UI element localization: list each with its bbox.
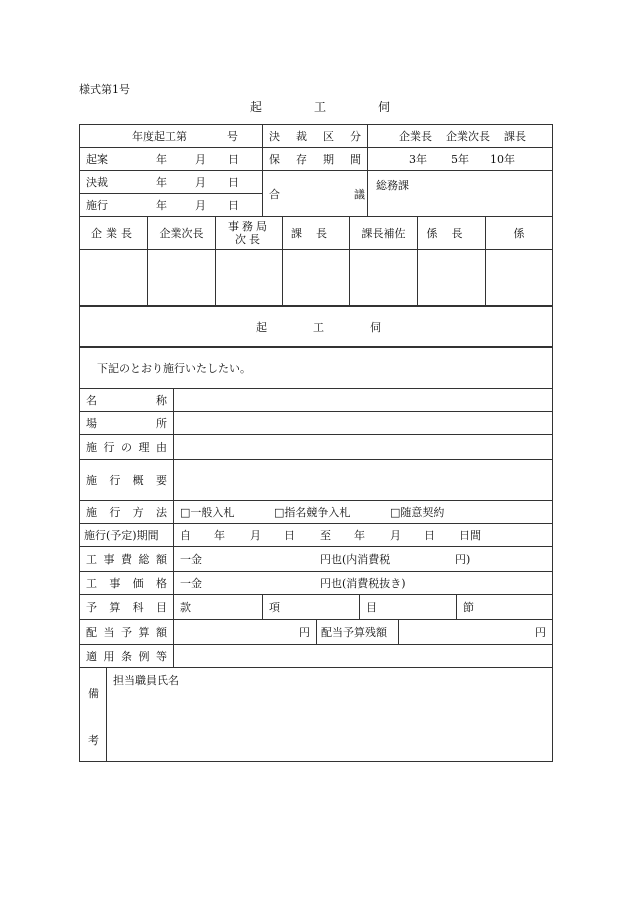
approver-header: 企業次長 [147,216,216,250]
approver-header: 係 [485,216,553,250]
retention-options[interactable]: 3年 5年 10年 [367,147,553,171]
budget-kou[interactable]: 項 [262,594,360,620]
section-title: 起 工 伺 [79,306,553,348]
stamp-box[interactable] [485,249,553,307]
retention-label: 保 存 期 間 [262,147,368,171]
location-label: 場 所 [79,411,174,435]
stamp-box[interactable] [417,249,486,307]
summary-label: 施 行 概 要 [79,459,174,501]
approver-header: 課長補佐 [349,216,418,250]
remaining-budget-label: 配当予算残額 [316,619,399,645]
construction-price-field[interactable]: 一金 円也(消費税抜き) [173,571,553,595]
name-label: 名 称 [79,388,174,412]
location-field[interactable] [173,411,553,435]
option-negotiated[interactable]: □随意契約 [390,506,445,519]
option-designated-bid[interactable]: □指名競争入札 [274,506,351,519]
approver-header: 係長 [417,216,486,250]
remarks-label: 備 考 [79,667,107,762]
allocated-budget-label: 配 当 予 算 額 [79,619,174,645]
decided-date[interactable]: 決裁 年 月 日 [79,170,263,194]
reason-label: 施 行 の 理 由 [79,434,174,460]
decision-category-label: 決 裁 区 分 [262,124,368,148]
drafted-date[interactable]: 起案 年 月 日 [79,147,263,171]
budget-kan[interactable]: 款 [173,594,263,620]
construction-price-label: 工 事 価 格 [79,571,174,595]
applicable-rules-field[interactable] [173,644,553,668]
name-field[interactable] [173,388,553,412]
total-cost-label: 工 事 費 総 額 [79,546,174,572]
stamp-box[interactable] [79,249,148,307]
budget-item-label: 予 算 科 目 [79,594,174,620]
decision-options[interactable]: 企業長 企業次長 課長 [367,124,553,148]
intro-text: 下記のとおり施行いたしたい。 [79,347,553,389]
executed-date[interactable]: 施行 年 月 日 [79,193,263,217]
stamp-box[interactable] [215,249,283,307]
approver-header: 事務局次長 [215,216,283,250]
general-affairs-cell[interactable]: 総務課 [367,170,553,217]
reason-field[interactable] [173,434,553,460]
budget-moku[interactable]: 目 [359,594,457,620]
period-label: 施行(予定)期間 [79,523,174,547]
page-title: 起 工 伺 [250,100,390,114]
approver-header: 企業長 [79,216,148,250]
stamp-box[interactable] [349,249,418,307]
budget-setsu[interactable]: 節 [456,594,553,620]
applicable-rules-label: 適 用 条 例 等 [79,644,174,668]
allocated-budget-field[interactable]: 円 [173,619,317,645]
option-general-bid[interactable]: □一般入札 [180,506,235,519]
remarks-field[interactable]: 担当職員氏名 [106,667,553,762]
total-cost-field[interactable]: 一金 円也(内消費税 円) [173,546,553,572]
stamp-box[interactable] [147,249,216,307]
period-field[interactable]: 自 年 月 日 至 年 月 日 日間 [173,523,553,547]
year-number-cell[interactable]: 年度起工第 号 [79,124,263,148]
approver-header: 課長 [282,216,350,250]
summary-field[interactable] [173,459,553,501]
method-options[interactable] [173,500,553,524]
stamp-box[interactable] [282,249,350,307]
remaining-budget-field[interactable]: 円 [398,619,553,645]
consultation-label: 合 議 [262,170,368,217]
method-label: 施 行 方 法 [79,500,174,524]
form-number: 様式第1号 [79,83,130,96]
